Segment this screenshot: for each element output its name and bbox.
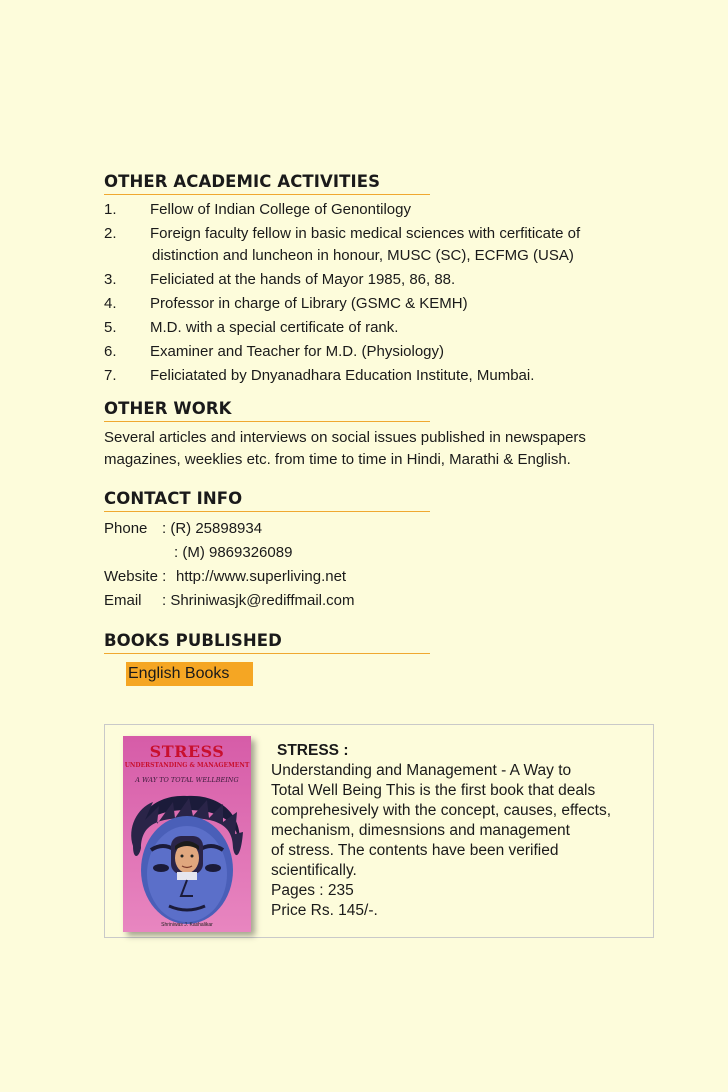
item-text: Professor in charge of Library (GSMC & KEMH) (150, 295, 468, 312)
item-number: 3. (104, 271, 117, 288)
list-item (104, 365, 664, 387)
item-text: M.D. with a special certificate of rank. (150, 319, 399, 336)
academic-list (104, 199, 664, 387)
book-title: STRESS : (277, 742, 349, 759)
item-number: 1. (104, 201, 117, 218)
book-description-block (271, 741, 641, 921)
book-desc-line: comprehesively with the concept, causes, effects, (271, 802, 612, 819)
website-link[interactable]: http://www.superliving.net (176, 568, 347, 585)
book-desc-line: mechanism, dimesnsions and management (271, 822, 570, 839)
item-number: 4. (104, 295, 117, 312)
email-label: Email (104, 592, 142, 609)
list-item (104, 269, 664, 291)
cover-tagline: A WAY TO TOTAL WELLBEING (135, 776, 239, 784)
email-link[interactable]: : Shriniwasjk@rediffmail.com (162, 592, 355, 609)
website-label: Website : (104, 568, 167, 585)
cover-author: Shriniwas J. Kashalikar (161, 922, 213, 928)
work-heading: OTHER WORK (104, 399, 430, 422)
cover-face-illustration (123, 788, 251, 928)
item-text: Foreign faculty fellow in basic medical sciences with cerfiticate of (150, 225, 581, 242)
item-text: Examiner and Teacher for M.D. (Physiology) (150, 343, 445, 360)
item-number: 6. (104, 343, 117, 360)
phone-residence: : (R) 25898934 (162, 520, 263, 537)
page-content (104, 172, 664, 686)
contact-block (104, 517, 664, 613)
cover-title: STRESS (149, 742, 225, 761)
work-paragraph (104, 427, 664, 471)
item-number: 2. (104, 225, 117, 242)
academic-heading: OTHER ACADEMIC ACTIVITIES (104, 172, 430, 195)
book-price: Price Rs. 145/-. (271, 902, 378, 919)
item-text: Feliciatated by Dnyanadhara Education Institute, Mumbai. (150, 367, 535, 384)
phone-row (104, 517, 664, 541)
item-number: 7. (104, 367, 117, 384)
book-desc-line: Total Well Being This is the first book that deals (271, 782, 596, 799)
item-text-continuation: distinction and luncheon in honour, MUSC (SC), ECFMG (USA) (152, 247, 574, 264)
list-item (104, 223, 664, 267)
books-heading: BOOKS PUBLISHED (104, 631, 430, 654)
book-desc-line: of stress. The contents have been verified (271, 842, 559, 859)
list-item (104, 317, 664, 339)
phone-mobile: : (M) 9869326089 (174, 544, 293, 561)
item-text-wrap (150, 223, 664, 267)
item-number: 5. (104, 319, 117, 336)
book-card (104, 724, 654, 938)
mobile-row (104, 541, 664, 565)
english-books-badge: English Books (126, 662, 253, 686)
work-line-1: Several articles and interviews on social issues published in newspapers (104, 429, 586, 446)
contact-heading: CONTACT INFO (104, 489, 430, 512)
work-line-2: magazines, weeklies etc. from time to time in Hindi, Marathi & English. (104, 451, 571, 468)
item-text: Fellow of Indian College of Genontilogy (150, 201, 411, 218)
book-desc-line: Understanding and Management - A Way to (271, 762, 572, 779)
book-desc-line: scientifically. (271, 862, 357, 879)
item-text: Feliciated at the hands of Mayor 1985, 86, 88. (150, 271, 456, 288)
phone-label: Phone (104, 520, 148, 537)
book-pages: Pages : 235 (271, 882, 354, 899)
cover-subtitle: UNDERSTANDING & MANAGEMENT (124, 762, 250, 769)
list-item (104, 199, 664, 221)
website-row (104, 565, 664, 589)
list-item (104, 293, 664, 315)
book-cover (123, 736, 251, 932)
email-row (104, 589, 664, 613)
list-item (104, 341, 664, 363)
